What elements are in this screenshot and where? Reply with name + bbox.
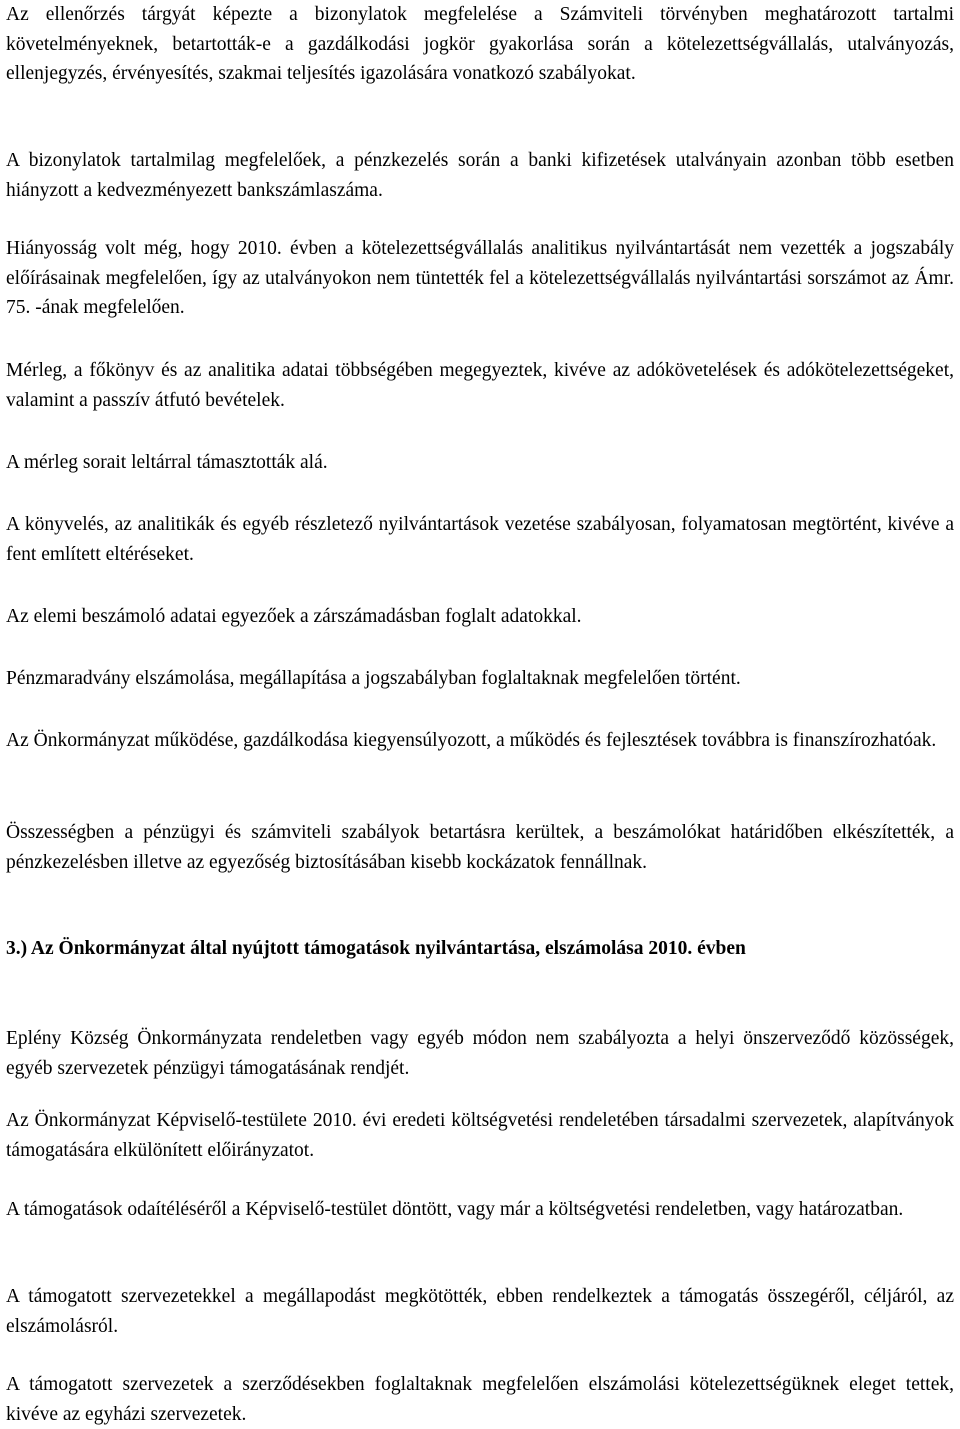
paragraph-vouchers: A bizonylatok tartalmilag megfelelőek, a pénzkezelés során a banki kifizetések utalványain azonban több esetben hiányzott a kedvezményezett bankszámlaszáma. [6,150,954,201]
paragraph-annual-report: Az elemi beszámoló adatai egyezőek a zárszámadásban foglalt adatokkal. [6,606,582,627]
paragraph-operations: Az Önkormányzat működése, gazdálkodása kiegyensúlyozott, a működés és fejlesztések továbbra is finanszírozhatóak. [6,730,937,751]
paragraph-deficiency: Hiányosság volt még, hogy 2010. évben a kötelezettségvállalás analitikus nyilvántartását nem vezették a jogszabály előírásainak megfelelően, így az utalványokon nem tüntették fel a kötelezettségvállalás nyilvántartási sorszámot az Ámr. 75. -ának megfelelően. [6,238,954,318]
paragraph-audit-scope: Az ellenőrzés tárgyát képezte a bizonylatok megfelelése a Számviteli törvényben meghatározott tartalmi követelményeknek, betartották-e a gazdálkodási jogkör gyakorlása során a kötelezettségvállalás, utalványozás, ellenjegyzés, érvényesítés, szakmai teljesítés igazolására vonatkozó szabályokat. [6,4,954,84]
paragraph-bookkeeping: A könyvelés, az analitikák és egyéb részletező nyilvántartások vezetése szabályosan, folyamatosan megtörtént, kivéve a fent említett eltéréseket. [6,514,954,565]
paragraph-agreements: A támogatott szervezetekkel a megállapodást megkötötték, ebben rendelkeztek a támogatás összegéről, céljáról, az elszámolásról. [6,1286,954,1337]
paragraph-cash-residual: Pénzmaradvány elszámolása, megállapítása a jogszabályban foglaltaknak megfelelően történt. [6,668,741,689]
section-heading: 3.) Az Önkormányzat által nyújtott támogatások nyilvántartása, elszámolása 2010. évben [6,938,746,959]
paragraph-inventory: A mérleg sorait leltárral támasztották alá. [6,452,328,473]
paragraph-regulation: Eplény Község Önkormányzata rendeletben vagy egyéb módon nem szabályozta a helyi önszerveződő közösségek, egyéb szervezetek pénzügyi támogatásának rendjét. [6,1028,954,1079]
paragraph-award: A támogatások odaítéléséről a Képviselő-testület döntött, vagy már a költségvetési rendeletben, vagy határozatban. [6,1199,904,1220]
paragraph-summary: Összességben a pénzügyi és számviteli szabályok betartásra kerültek, a beszámolókat határidőben elkészítették, a pénzkezelésben illetve az egyezőség biztosításában kisebb kockázatok fennállnak. [6,822,954,873]
paragraph-settlement: A támogatott szervezetek a szerződésekben foglaltaknak megfelelően elszámolási kötelezettségüknek eleget tettek, kivéve az egyházi szervezetek. [6,1374,954,1425]
paragraph-budget: Az Önkormányzat Képviselő-testülete 2010. évi eredeti költségvetési rendeletében társadalmi szervezetek, alapítványok támogatására elkülönített előirányzatot. [6,1110,954,1161]
paragraph-balance-sheet: Mérleg, a főkönyv és az analitika adatai többségében megegyeztek, kivéve az adókövetelések és adókötelezettségeket, valamint a passzív átfutó bevételek. [6,360,954,411]
